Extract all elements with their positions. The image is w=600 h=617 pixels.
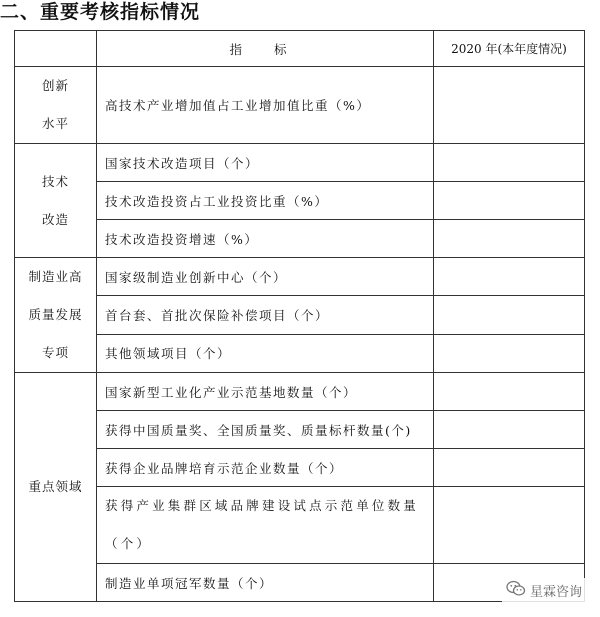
indicator-cell: 获得产业集群区域品牌建设试点示范单位数量（个） [97, 487, 434, 564]
table-header-row [15, 31, 585, 67]
category-line: 质量发展 [28, 307, 83, 322]
category-cell-key-fields [15, 373, 97, 602]
category-line: 技术 [41, 173, 69, 189]
value-cell[interactable] [434, 334, 585, 372]
value-cell[interactable] [434, 220, 585, 258]
indicator-cell: 其他领域项目（个） [97, 334, 434, 372]
indicator-cell: 高技术产业增加值占工业增加值比重（%） [97, 67, 434, 144]
table-row [15, 220, 585, 258]
value-cell[interactable] [434, 373, 585, 411]
value-cell[interactable] [434, 182, 585, 220]
table-row [15, 296, 585, 334]
value-cell[interactable] [434, 67, 585, 144]
value-cell[interactable] [434, 258, 585, 296]
indicator-table [14, 30, 585, 602]
table-row [15, 373, 585, 411]
value-cell[interactable] [434, 487, 585, 564]
category-cell-tech-upgrade [15, 144, 97, 258]
header-blank-cell [15, 31, 97, 67]
value-cell[interactable] [434, 296, 585, 334]
table-row [15, 487, 585, 564]
category-line: 制造业高 [28, 269, 83, 284]
indicator-cell: 获得中国质量奖、全国质量奖、质量标杆数量(个) [97, 411, 434, 449]
category-cell-innovation [15, 67, 97, 144]
header-value: 2020 年(本年度情况) [434, 31, 585, 67]
category-cell-manufacturing [15, 258, 97, 373]
value-cell[interactable] [434, 411, 585, 449]
value-cell[interactable] [434, 144, 585, 182]
indicator-cell: 制造业单项冠军数量（个） [97, 564, 434, 602]
wechat-icon [506, 580, 530, 601]
table-row [15, 411, 585, 449]
category-line: 重点领域 [28, 479, 83, 494]
indicator-cell: 技术改造投资增速（%） [97, 220, 434, 258]
watermark [502, 578, 586, 603]
indicator-cell: 首台套、首批次保险补偿项目（个） [97, 296, 434, 334]
indicator-cell: 获得企业品牌培育示范企业数量（个） [97, 449, 434, 487]
table-row [15, 182, 585, 220]
table-row [15, 144, 585, 182]
category-line: 创新 [41, 78, 69, 93]
table-row [15, 449, 585, 487]
header-indicator: 指 标 [97, 31, 434, 67]
value-cell[interactable] [434, 449, 585, 487]
indicator-cell: 国家技术改造项目（个） [97, 144, 434, 182]
table-row [15, 67, 585, 144]
category-line: 专项 [41, 345, 69, 360]
indicator-cell: 技术改造投资占工业投资比重（%） [97, 182, 434, 220]
section-heading: 二、重要考核指标情况 [0, 1, 201, 23]
category-line: 改造 [41, 211, 69, 227]
table-row [15, 334, 585, 372]
table-row [15, 258, 585, 296]
table-row [15, 564, 585, 602]
watermark-text: 星霖咨询 [529, 585, 582, 600]
indicator-cell: 国家新型工业化产业示范基地数量（个） [97, 373, 434, 411]
category-line: 水平 [41, 116, 69, 131]
indicator-cell: 国家级制造业创新中心（个） [97, 258, 434, 296]
